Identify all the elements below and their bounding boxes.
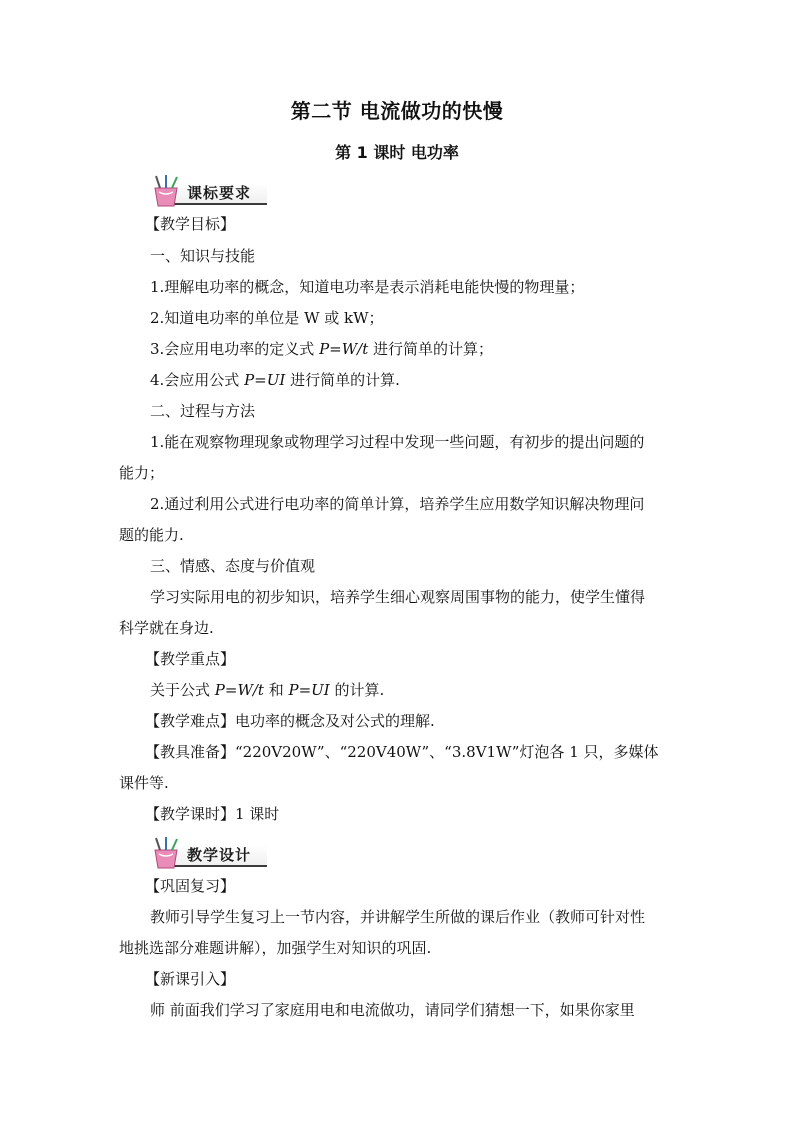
section-heading-requirements [147,174,271,208]
text-line: 教师引导学生复习上一节内容，并讲解学生所做的课后作业（教师可针对性 [150,908,646,926]
formula: P=UI [288,681,330,699]
text-line: 能力； [119,464,165,482]
text-line: 地挑选部分难题讲解），加强学生对知识的巩固. [119,939,432,957]
formula: P=W/t [319,340,369,358]
pencil-cup-icon [147,836,187,870]
section-label: 教学设计 [187,846,252,864]
text-span: 的计算. [329,681,385,699]
text-line [150,680,384,700]
text-line: 1.理解电功率的概念，知道电功率是表示消耗电能快慢的物理量； [150,278,585,296]
text-line: 【教学重点】 [145,650,236,668]
formula: P=UI [244,371,286,389]
text-line: 学习实际用电的初步知识，培养学生细心观察周围事物的能力，使学生懂得 [150,588,646,606]
text-line: 【巩固复习】 [145,877,236,895]
text-line: 1.能在观察物理现象或物理学习过程中发现一些问题，有初步的提出问题的 [150,433,645,451]
text-span: 3.会应用电功率的定义式 [150,340,320,358]
text-line: 【教学课时】1 课时 [145,805,280,823]
page-title: 第二节 电流做功的快慢 [290,99,504,123]
lesson-subtitle: 第 1 课时 电功率 [335,143,459,162]
text-line: 课件等. [119,774,169,792]
section-label: 课标要求 [187,184,252,202]
text-span: 进行简单的计算. [285,371,400,389]
text-line: 一、知识与技能 [150,247,256,265]
text-span: 关于公式 [150,681,215,699]
text-span: 4.会应用公式 [150,371,245,389]
text-line [150,339,493,359]
text-line: 三、情感、态度与价值观 [150,557,316,575]
text-line: 【新课引入】 [145,970,236,988]
text-line: 【教学难点】电功率的概念及对公式的理解. [145,712,435,730]
text-line: 【教具准备】“220V20W”、“220V40W”、“3.8V1W”灯泡各 1 只，多媒体 [145,743,659,761]
text-line: 科学就在身边. [119,619,214,637]
formula: P=W/t [214,681,264,699]
text-span: 和 [263,681,289,699]
section-heading-design [147,836,271,870]
pencil-cup-icon [147,174,187,208]
text-line: 2.通过利用公式进行电功率的简单计算，培养学生应用数学知识解决物理问 [150,495,645,513]
text-line: 师 前面我们学习了家庭用电和电流做功，请同学们猜想一下，如果你家里 [150,1001,635,1019]
text-span: 进行简单的计算； [368,340,494,358]
text-line: 【教学目标】 [145,215,236,233]
text-line: 二、过程与方法 [150,402,256,420]
text-line: 2.知道电功率的单位是 W 或 kW； [150,309,384,327]
text-line [150,370,400,390]
text-line: 题的能力. [119,526,184,544]
